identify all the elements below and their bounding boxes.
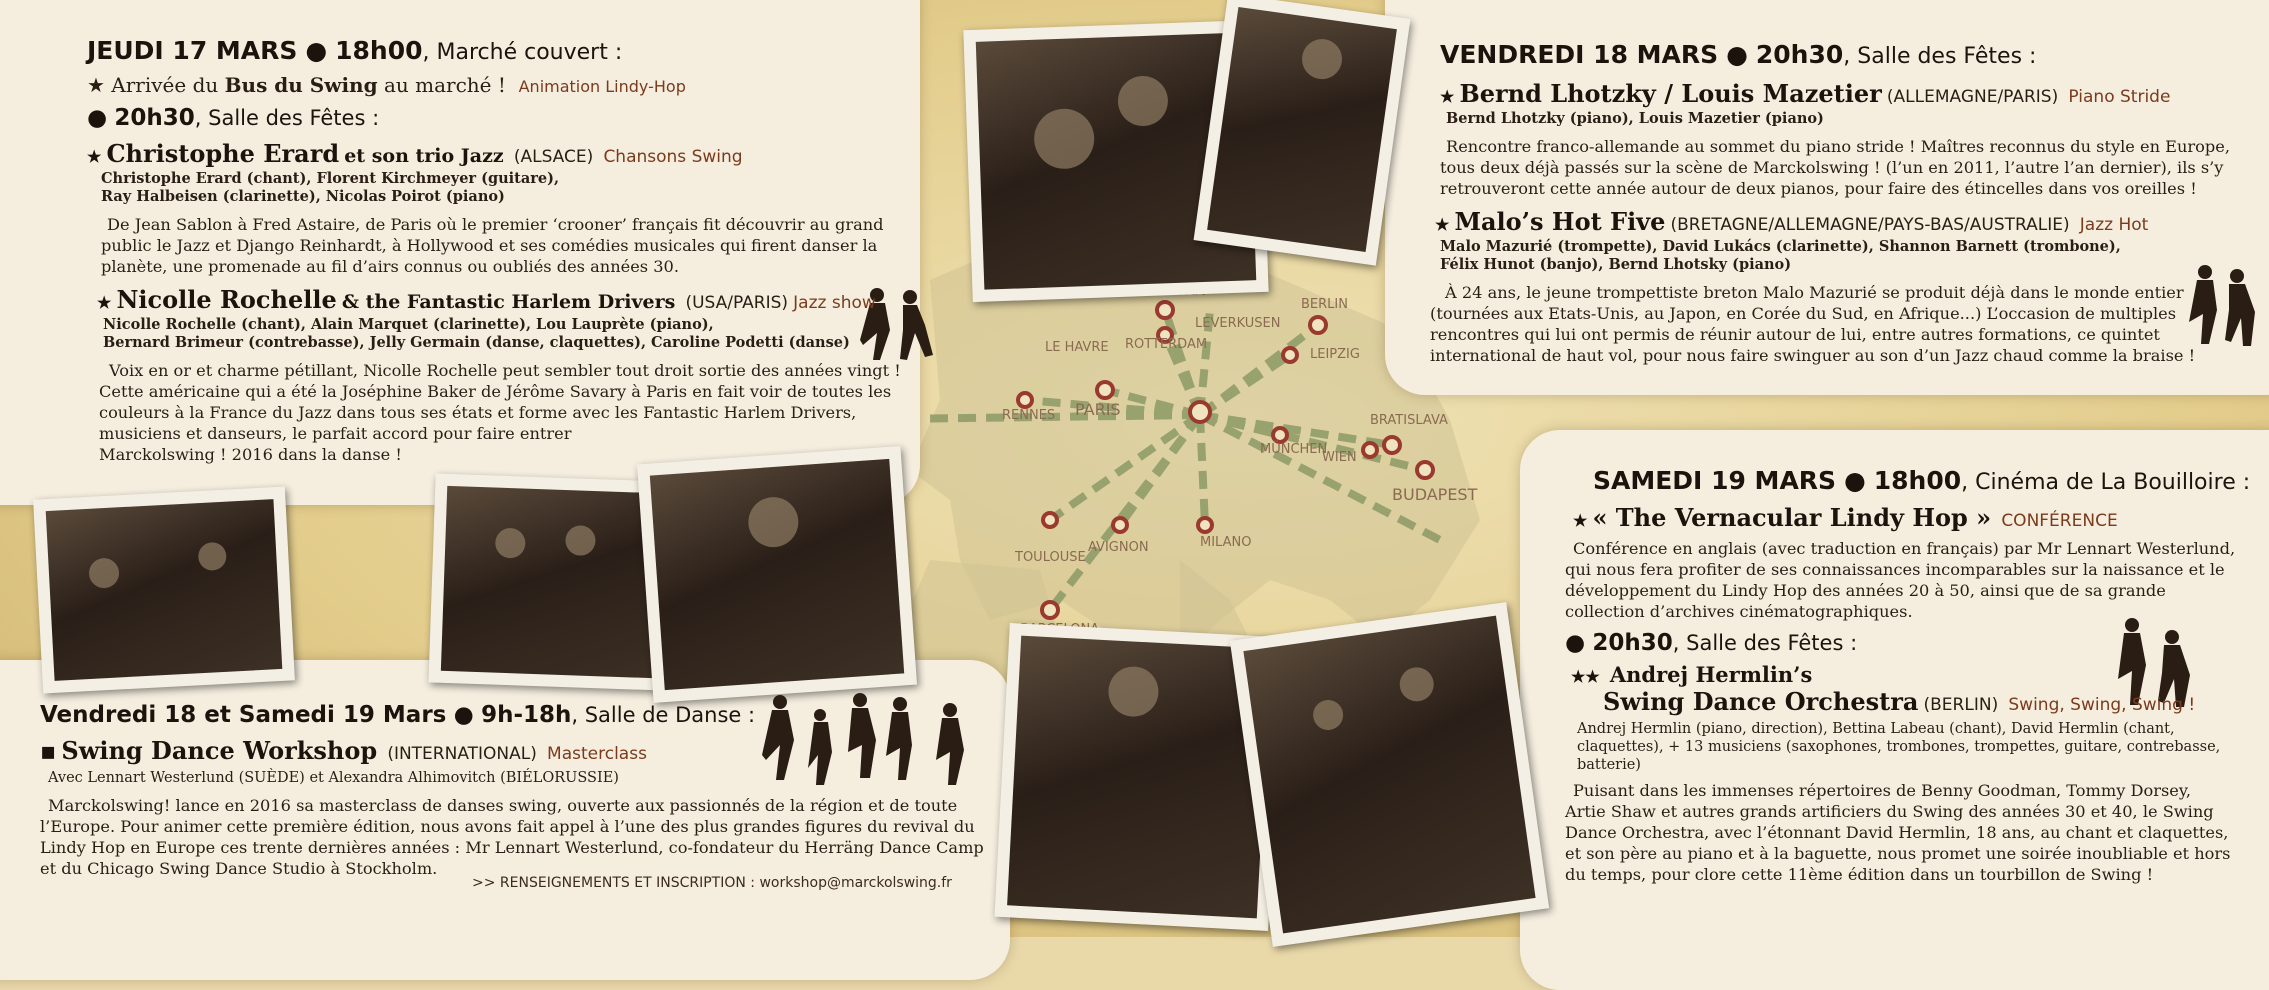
erard-genre: Chansons Swing	[603, 147, 743, 167]
bus-name: Bus du Swing	[224, 73, 378, 97]
jeudi-date-line: JEUDI 17 MARS ● 18h00, Marché couvert :	[87, 36, 623, 65]
vendredi-time: 20h30	[1755, 40, 1844, 69]
lhotzky-desc-2: tous deux déjà passés sur la scène de Marckolswing ! (l’un en 2011, l’autre l’an dernier), ils s’y	[1440, 158, 2224, 177]
workshop-contact-link[interactable]: >> RENSEIGNEMENTS ET INSCRIPTION : workshop@marckolswing.fr	[472, 875, 952, 891]
bus-genre: Animation Lindy-Hop	[518, 77, 686, 96]
jeudi-time1: 18h00	[335, 36, 423, 65]
malo-name: Malo’s Hot Five	[1454, 207, 1666, 236]
samedi-time1: 18h00	[1873, 466, 1962, 495]
hermlin-desc-1: Puisant dans les immenses répertoires de Benny Goodman, Tommy Dorsey,	[1573, 781, 2192, 800]
samedi-section	[1565, 466, 2251, 885]
lindy-genre: CONFÉRENCE	[2001, 511, 2118, 531]
hermlin-desc-3: Dance Orchestra, avec l’étonnant David Hermlin, 18 ans, au chant et claquettes,	[1565, 823, 2229, 842]
rochelle-desc-1: Voix en or et charme pétillant, Nicolle Rochelle peut sembler tout droit sortie des années vingt !	[109, 361, 901, 380]
city-label: PARIS	[1075, 400, 1121, 419]
rochelle-rest: & the Fantastic Harlem Drivers	[341, 291, 676, 313]
workshop-date-line: Vendredi 18 et Samedi 19 Mars ● 9h-18h, Salle de Danse :	[40, 702, 756, 728]
city-label: MILANO	[1200, 535, 1252, 550]
malo-musicians-1: Malo Mazurié (trompette), David Lukács (clarinette), Shannon Barnett (trombone),	[1440, 238, 2121, 255]
erard-musicians-2: Ray Halbeisen (clarinette), Nicolas Poirot (piano)	[101, 188, 505, 205]
samedi-time2-line: ● 20h30, Salle des Fêtes :	[1565, 630, 1858, 656]
city-label: MÜNCHEN	[1260, 442, 1328, 457]
workshop-desc-1: Marckolswing! lance en 2016 sa masterclass de danses swing, ouverte aux passionnés de la région et de toute	[48, 796, 958, 815]
city-label: ROTTERDAM	[1125, 337, 1208, 352]
workshop-desc-3: Lindy Hop en Europe ces trente dernières années : Mr Lennart Westerlund, co-fondateur du Herräng Dance Camp	[40, 838, 984, 857]
city-label: BERLIN	[1301, 297, 1348, 312]
rochelle-desc-3: couleurs à la France du Jazz dans tous ses états et forme avec les Fantastic Harlem Drivers,	[99, 403, 857, 422]
hermlin-desc-5: du temps, pour clore cette 11ème édition dans un tourbillon de Swing !	[1565, 865, 2154, 884]
workshop-musicians: Avec Lennart Westerlund (SUÈDE) et Alexandra Alhimovitch (BIÉLORUSSIE)	[48, 770, 619, 786]
workshop-desc-2: l’Europe. Pour animer cette première édition, nous avons fait appel à l’une des plus grandes figures du revival du	[40, 817, 975, 836]
malo-musicians-2: Félix Hunot (banjo), Bernd Lhotsky (piano)	[1440, 256, 1792, 273]
erard-desc-3: planète, une promenade au fil d’airs connus ou oubliés des années 30.	[101, 257, 679, 276]
erard-title-line: ★ Christophe Erard et son trio Jazz (ALSACE) Chansons Swing	[87, 139, 743, 168]
rochelle-desc-4: musiciens et danseurs, le parfait accord pour faire entrer	[99, 424, 572, 443]
vendredi-date-line: VENDREDI 18 MARS ● 20h30, Salle des Fêtes :	[1440, 40, 2037, 69]
lhotzky-desc-3: retrouveront cette année autour de deux pianos, pour faire des étincelles dans vos oreilles !	[1440, 179, 2197, 198]
rochelle-title-line: ★ Nicolle Rochelle & the Fantastic Harlem Drivers (USA/PARIS) Jazz show	[97, 285, 876, 314]
erard-desc-2: public le Jazz et Django Reinhardt, à Hollywood et ses comédies musicales qui firent danser la	[101, 236, 878, 255]
rochelle-genre: Jazz show	[793, 293, 876, 313]
samedi-place2: , Salle des Fêtes :	[1672, 631, 1858, 655]
lindy-desc-4: collection d’archives cinématographiques.	[1565, 602, 1913, 621]
samedi-date-line: SAMEDI 19 MARS ● 18h00, Cinéma de La Bouilloire :	[1593, 466, 2251, 495]
bus-post: au marché !	[383, 73, 506, 97]
samedi-date: SAMEDI 19 MARS	[1593, 466, 1837, 495]
photo-orchestra	[1230, 602, 1549, 947]
workshop-genre: Masterclass	[547, 744, 647, 764]
jeudi-place1: , Marché couvert :	[422, 40, 623, 65]
lhotzky-name: Bernd Lhotzky / Louis Mazetier	[1459, 79, 1882, 108]
workshop-desc-4: et du Chicago Swing Dance Studio à Stockholm.	[40, 859, 438, 878]
erard-musicians-1: Christophe Erard (chant), Florent Kirchmeyer (guitare),	[101, 170, 560, 187]
hermlin-genre: Swing, Swing, Swing !	[2008, 695, 2196, 715]
vendredi-place: , Salle des Fêtes :	[1843, 44, 2037, 69]
rochelle-name: Nicolle Rochelle	[116, 285, 337, 314]
samedi-time2: 20h30	[1592, 630, 1673, 656]
jeudi-time2: 20h30	[114, 105, 195, 131]
rochelle-musicians-1: Nicolle Rochelle (chant), Alain Marquet (clarinette), Lou Lauprète (piano),	[103, 316, 714, 333]
rochelle-musicians-2: Bernard Brimeur (contrebasse), Jelly Germain (danse, claquettes), Caroline Podetti (danse)	[103, 334, 850, 351]
city-label: TOULOUSE	[1015, 550, 1086, 565]
city-label: BUDAPEST	[1392, 485, 1478, 504]
workshop-title-line: ▪ Swing Dance Workshop (INTERNATIONAL) Masterclass	[40, 736, 647, 765]
hermlin-title-line-1: ★★ Andrej Hermlin’s	[1571, 662, 1813, 687]
hermlin-musicians-3: batterie)	[1577, 757, 1641, 773]
erard-rest: et son trio Jazz	[344, 145, 504, 167]
lindy-desc-1: Conférence en anglais (avec traduction en français) par Mr Lennart Westerlund,	[1573, 539, 2236, 558]
workshop-place: , Salle de Danse :	[571, 703, 756, 727]
hermlin-origin: (BERLIN)	[1923, 695, 1999, 715]
workshop-name: Swing Dance Workshop	[61, 736, 378, 765]
lindy-name: « The Vernacular Lindy Hop »	[1592, 503, 1992, 532]
jeudi-time2-line: ● 20h30, Salle des Fêtes :	[87, 105, 380, 131]
lindy-desc-3: développement du Lindy Hop des années 20 à 50, ainsi que de sa grande	[1565, 581, 2166, 600]
city-label: WIEN	[1322, 450, 1357, 465]
hermlin-name-1: Andrej Hermlin’s	[1609, 662, 1813, 687]
jeudi-place2: , Salle des Fêtes :	[194, 106, 380, 130]
lhotzky-title-line: ★ Bernd Lhotzky / Louis Mazetier (ALLEMAGNE/PARIS) Piano Stride	[1440, 79, 2171, 108]
city-label: AVIGNON	[1088, 540, 1149, 555]
photo-singer	[637, 446, 917, 703]
city-label: BRATISLAVA	[1370, 413, 1448, 428]
vendredi-date: VENDREDI 18 MARS	[1440, 40, 1719, 69]
samedi-place1: , Cinéma de La Bouilloire :	[1961, 470, 2251, 495]
malo-desc-3: rencontres qui lui ont permis de réunir autour de lui, entre autres formations, ce quintet	[1430, 325, 2160, 344]
hermlin-desc-4: et son père au piano et à la baguette, nous promet une soirée inoubliable et hors	[1565, 844, 2231, 863]
city-label: LEIPZIG	[1310, 347, 1360, 362]
photo-piano-trio	[33, 487, 295, 694]
city-label: LE HAVRE	[1045, 340, 1109, 355]
malo-genre: Jazz Hot	[2079, 215, 2149, 235]
rochelle-origin: (USA/PARIS)	[685, 293, 789, 313]
lhotzky-origin: (ALLEMAGNE/PARIS)	[1886, 87, 2059, 107]
hermlin-musicians-2: claquettes), + 13 musiciens (saxophones, trombones, trompettes, guitare, contrebasse,	[1577, 739, 2221, 755]
workshop-time: 9h-18h	[481, 702, 572, 728]
hermlin-name-2: Swing Dance Orchestra	[1603, 687, 1919, 716]
jeudi-section	[87, 36, 907, 465]
workshop-section	[40, 702, 1000, 879]
malo-desc-1: À 24 ans, le jeune trompettiste breton Malo Mazurié se produit déjà dans le monde entier	[1445, 283, 2184, 302]
rochelle-desc-5: Marckolswing ! 2016 dans la danse !	[99, 445, 402, 464]
malo-origin: (BRETAGNE/ALLEMAGNE/PAYS-BAS/AUSTRALIE)	[1670, 215, 2070, 235]
malo-desc-2: (tournées aux Etats-Unis, au Japon, en Corée du Sud, en Afrique...) L’occasion de multiples	[1430, 304, 2177, 323]
workshop-date: Vendredi 18 et Samedi 19 Mars	[40, 702, 447, 728]
city-label: RENNES	[1002, 408, 1056, 423]
lindy-desc-2: qui nous fera profiter de ses connaissances incomparables sur la naissance et le	[1565, 560, 2225, 579]
photo-band-brass	[1194, 0, 1411, 266]
lhotzky-genre: Piano Stride	[2068, 87, 2171, 107]
hermlin-title-line-2	[1603, 687, 2245, 716]
malo-desc-4: international de haut vol, pour nous faire swinguer au son d’un Jazz chaud comme la braise !	[1430, 346, 2196, 365]
lhotzky-musicians: Bernd Lhotzky (piano), Louis Mazetier (piano)	[1446, 110, 1824, 127]
rochelle-desc-2: Cette américaine qui a été la Joséphine Baker de Jérôme Savary à Paris en fait voir de toutes les	[99, 382, 892, 401]
malo-title-line: ★ Malo’s Hot Five (BRETAGNE/ALLEMAGNE/PAYS-BAS/AUSTRALIE) Jazz Hot	[1435, 207, 2149, 236]
bus-line: ★ Arrivée du Bus du Swing au marché ! Animation Lindy-Hop	[87, 73, 686, 97]
vendredi-section	[1430, 40, 2250, 366]
bus-pre: Arrivée du	[111, 73, 219, 97]
lindy-title-line: ★ « The Vernacular Lindy Hop » CONFÉRENCE	[1573, 503, 2118, 532]
city-label: LEVERKUSEN	[1195, 316, 1281, 331]
hermlin-musicians-1: Andrej Hermlin (piano, direction), Bettina Labeau (chant), David Hermlin (chant,	[1577, 721, 2175, 737]
workshop-origin: (INTERNATIONAL)	[387, 744, 537, 764]
hermlin-desc-2: Artie Shaw et autres grands artificiers du Swing des années 30 et 40, le Swing	[1565, 802, 2214, 821]
jeudi-date: JEUDI 17 MARS	[87, 36, 298, 65]
lhotzky-desc-1: Rencontre franco-allemande au sommet du piano stride ! Maîtres reconnus du style en Europe,	[1446, 137, 2230, 156]
erard-desc-1: De Jean Sablon à Fred Astaire, de Paris où le premier ‘crooner’ français fit découvrir au grand	[107, 215, 884, 234]
erard-origin: (ALSACE)	[513, 147, 594, 167]
erard-name: Christophe Erard	[106, 139, 340, 168]
